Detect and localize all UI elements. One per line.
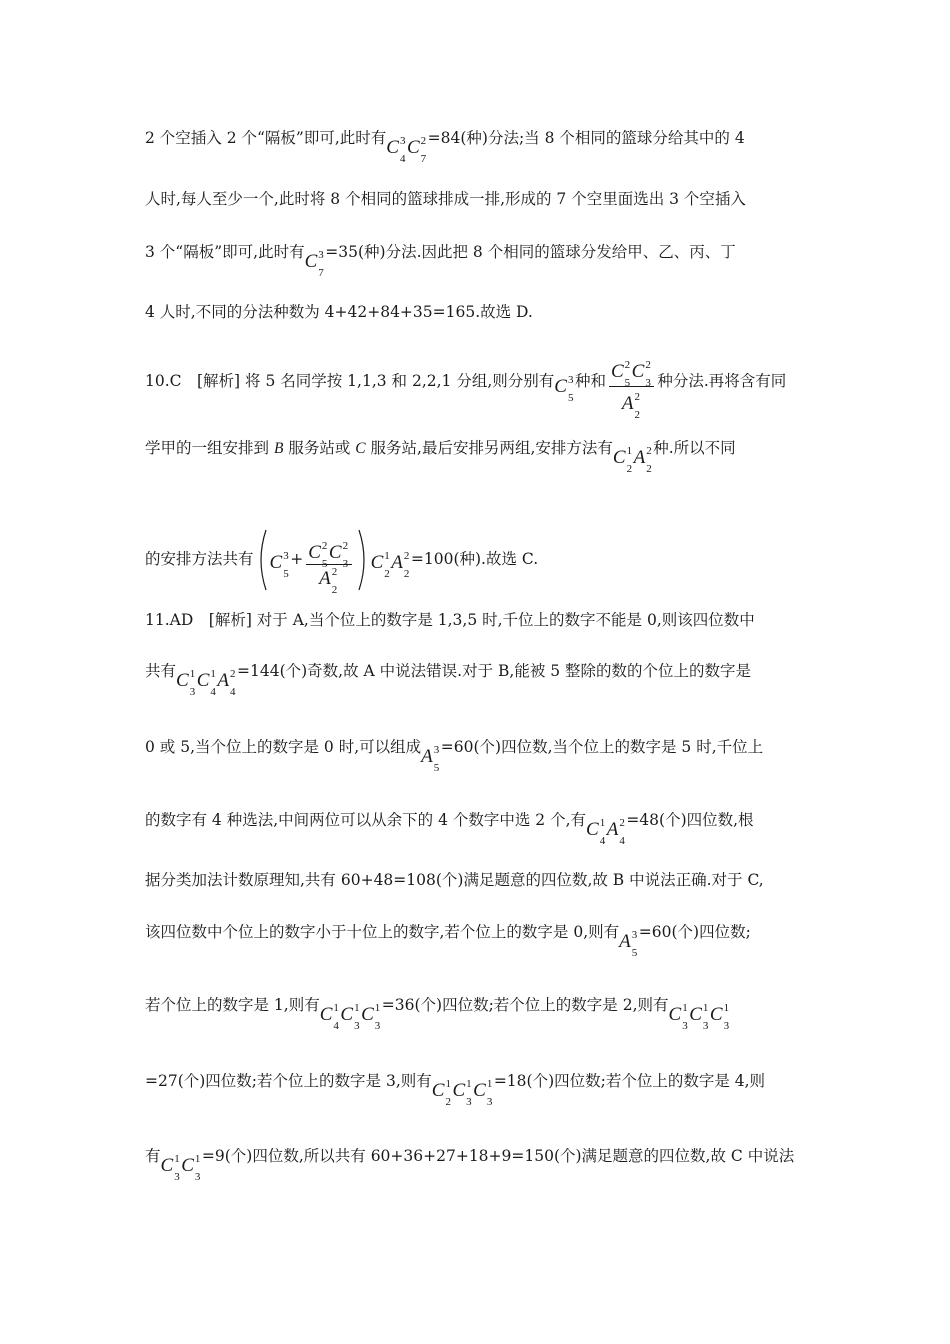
math-expression [160, 1153, 202, 1183]
math-symbol: C 1 3 [181, 1153, 201, 1183]
plus-sign: + [290, 550, 304, 568]
text-segment: 种分法.再将含有同 [657, 372, 787, 390]
italic-letter: C [355, 440, 366, 457]
math-expression [421, 744, 441, 774]
math-expression [370, 550, 411, 580]
text-segment: =35(种)分法.因此把 8 个相同的篮球分发给甲、乙、丙、丁 [325, 243, 736, 261]
text-segment: =27(个)四位数;若个位上的数字是 3,则有 [145, 1072, 432, 1090]
math-symbol: C 2 5 [610, 359, 631, 389]
math-expression [554, 374, 575, 404]
math-symbol: C 1 3 [668, 1002, 688, 1032]
math-expression [319, 1002, 382, 1032]
math-expression [668, 1002, 731, 1032]
text-line [145, 737, 810, 774]
math-symbol: C 1 4 [196, 668, 216, 698]
text-line [145, 870, 810, 890]
math-symbol: A 2 2 [319, 566, 338, 596]
text-segment: 种.所以不同 [653, 439, 736, 457]
math-symbol: A 2 4 [606, 817, 625, 847]
text-segment: 服务站,最后安排另两组,安排方法有 [365, 439, 613, 457]
math-symbol: C 3 5 [554, 374, 574, 404]
text-segment: 该四位数中个位上的数字小于十位上的数字,若个位上的数字是 0,则有 [145, 923, 620, 941]
text-segment: =60(个)四位数; [638, 923, 751, 941]
text-segment: =18(个)四位数;若个位上的数字是 4,则 [493, 1072, 766, 1090]
text-segment: 的数字有 4 种选法,中间两位可以从余下的 4 个数字中选 2 个,有 [145, 811, 587, 829]
math-symbol: A 2 2 [391, 550, 410, 580]
text-line [145, 1146, 810, 1183]
math-symbol: A 3 5 [619, 929, 638, 959]
math-symbol: C 1 3 [689, 1002, 709, 1032]
text-line [145, 438, 810, 475]
math-fraction [306, 540, 351, 596]
math-expression [612, 445, 653, 475]
text-line [145, 995, 810, 1032]
math-expression [431, 1078, 494, 1108]
math-expression [304, 249, 326, 279]
math-fraction [609, 358, 654, 421]
text-segment: =100(种).故选 C. [410, 550, 539, 568]
text-line [145, 189, 810, 209]
math-symbol: C 1 4 [319, 1002, 339, 1032]
math-symbol: C 1 3 [473, 1078, 493, 1108]
text-segment: 服务站或 [283, 439, 356, 457]
math-symbol: C 2 5 [308, 540, 328, 570]
text-line [145, 302, 810, 322]
text-segment: 共有 [145, 662, 177, 680]
math-symbol: C 1 3 [709, 1002, 730, 1032]
text-segment: =48(个)四位数,根 [626, 811, 754, 829]
text-segment: =36(个)四位数;若个位上的数字是 2,则有 [381, 996, 669, 1014]
math-symbol: C 1 2 [370, 550, 390, 580]
text-line [145, 528, 810, 596]
math-symbol: C 1 3 [160, 1153, 180, 1183]
left-paren [254, 529, 270, 591]
math-symbol: C 3 4 [386, 135, 406, 165]
math-symbol: C 1 3 [452, 1078, 472, 1108]
text-segment: 3 个“隔板”即可,此时有 [145, 243, 305, 261]
math-symbol: A 2 2 [633, 445, 652, 475]
math-expression [176, 668, 237, 698]
math-symbol: A 2 2 [621, 391, 640, 421]
text-segment: =84(种)分法;当 8 个相同的篮球分给其中的 4 [427, 129, 745, 147]
text-line [145, 128, 810, 165]
math-symbol: C 2 7 [406, 135, 427, 165]
text-segment: =9(个)四位数,所以共有 60+36+27+18+9=150(个)满足题意的四位数,故 C 中说法 [201, 1147, 795, 1165]
text-segment: =144(个)奇数,故 A 中说法错误.对于 B,能被 5 整除的数的个位上的数字是 [237, 662, 752, 680]
math-expression [619, 929, 639, 959]
text-line [145, 922, 810, 959]
text-line [145, 610, 810, 630]
text-segment: 10.C [解析] 将 5 名同学按 1,1,3 和 2,2,1 分组,则分别有 [145, 372, 555, 390]
math-symbol: A 3 5 [421, 744, 440, 774]
text-segment: 有 [145, 1147, 161, 1165]
text-line [145, 1071, 810, 1108]
math-expression [386, 135, 427, 165]
text-line [145, 661, 810, 698]
text-line [145, 352, 810, 421]
math-symbol: C 1 4 [586, 817, 606, 847]
text-segment: 若个位上的数字是 1,则有 [145, 996, 320, 1014]
math-symbol: C 1 2 [431, 1078, 451, 1108]
text-line [145, 810, 810, 847]
math-expression [586, 817, 626, 847]
math-symbol: C 2 3 [328, 540, 349, 570]
math-symbol: C 1 3 [361, 1002, 381, 1032]
text-segment: 4 人时,不同的分法种数为 4+42+84+35=165.故选 D. [145, 303, 533, 321]
text-segment: 据分类加法计数原理知,共有 60+48=108(个)满足题意的四位数,故 B 中说法正确.对于 C, [145, 871, 764, 889]
italic-letter: B [273, 440, 284, 457]
math-symbol: C 3 7 [304, 249, 324, 279]
math-expression [269, 550, 291, 580]
math-symbol: C 1 2 [612, 445, 633, 475]
right-paren [355, 529, 371, 591]
text-segment: 11.AD [解析] 对于 A,当个位上的数字是 1,3,5 时,千位上的数字不能是 0,则该四位数中 [145, 611, 755, 629]
text-segment: 0 或 5,当个位上的数字是 0 时,可以组成 [145, 738, 422, 756]
text-line [145, 242, 810, 279]
math-symbol: A 2 4 [217, 668, 236, 698]
text-segment: 2 个空插入 2 个“隔板”即可,此时有 [145, 129, 387, 147]
text-segment: 人时,每人至少一个,此时将 8 个相同的篮球排成一排,形成的 7 个空里面选出 3 个空插入 [145, 190, 746, 208]
text-segment: 种和 [574, 372, 606, 390]
text-segment: 的安排方法共有 [145, 550, 254, 568]
math-symbol: C 2 3 [631, 359, 651, 389]
math-symbol: C 1 3 [340, 1002, 360, 1032]
math-symbol: C 3 5 [269, 550, 289, 580]
text-segment: 学甲的一组安排到 [145, 439, 274, 457]
text-segment: =60(个)四位数,当个位上的数字是 5 时,千位上 [440, 738, 764, 756]
math-symbol: C 1 3 [176, 668, 196, 698]
